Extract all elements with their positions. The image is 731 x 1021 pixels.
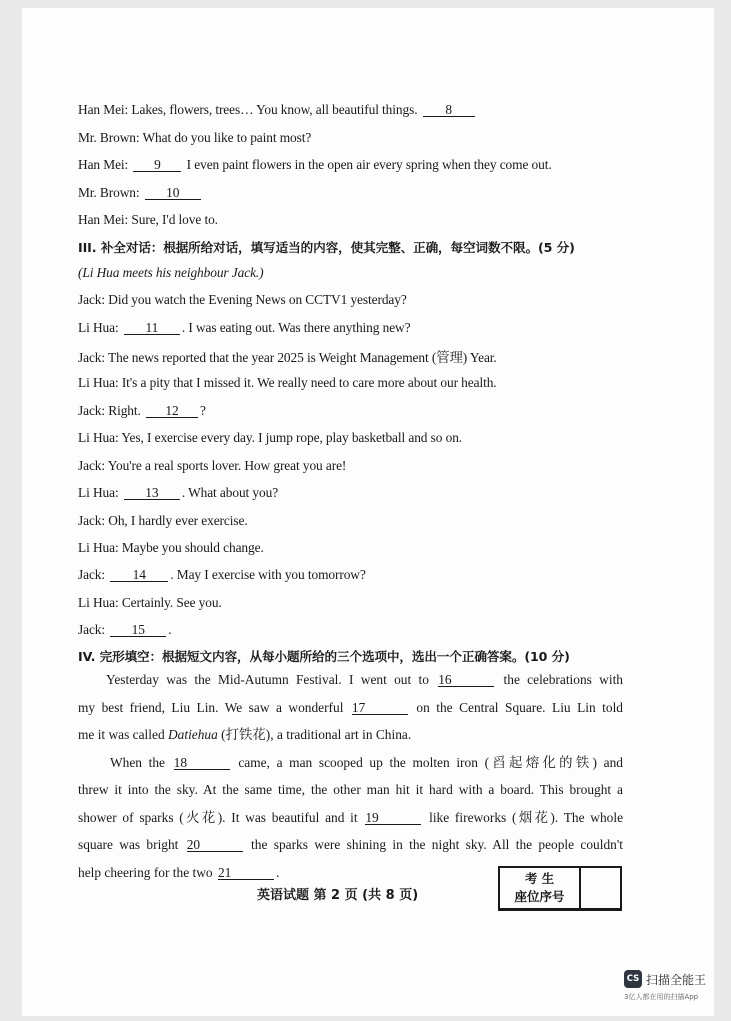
dialogue-line: Li Hua: Yes, I exercise every day. I jump rope, play basketball and so on. (78, 430, 463, 445)
seat-number-field[interactable] (581, 868, 620, 908)
watermark-tagline: 3亿人都在用的扫描App (624, 993, 699, 1001)
answer-blank[interactable]: 15 (110, 623, 166, 637)
answer-blank[interactable]: 10 (145, 186, 201, 200)
passage-line: When the 18 came, a man scooped up the molten iron (舀起熔化的铁) and (110, 754, 623, 770)
dialogue-line: Li Hua: Certainly. See you. (78, 595, 222, 610)
dialogue-line: Li Hua: 13 . What about you? (78, 485, 279, 500)
section-heading: IV. 完形填空：根据短文内容，从每小题所给的三个选项中，选出一个正确答案。(10 分) (78, 649, 570, 664)
passage-line: my best friend, Liu Lin. We saw a wonderful 17 on the Central Square. Liu Lin told (78, 699, 623, 715)
dialogue-context: (Li Hua meets his neighbour Jack.) (78, 265, 264, 280)
dialogue-line: Jack: The news reported that the year 2025 is Weight Management (管理) Year. (78, 350, 497, 365)
passage-line: help cheering for the two 21 . (78, 864, 280, 880)
answer-blank[interactable]: 16 (438, 673, 494, 687)
answer-blank[interactable]: 17 (352, 701, 408, 715)
passage-line: square was bright 20 the sparks were shining in the night sky. All the people couldn't (78, 837, 623, 852)
answer-blank[interactable]: 9 (133, 158, 181, 172)
dialogue-line: Han Mei: Sure, I'd love to. (78, 212, 218, 227)
dialogue-line: Mr. Brown: 10 (78, 185, 203, 201)
answer-blank[interactable]: 18 (174, 756, 230, 770)
dialogue-line: Jack: You're a real sports lover. How great you are! (78, 458, 347, 473)
watermark-name: 扫描全能王 (646, 972, 707, 987)
answer-blank[interactable]: 19 (365, 811, 421, 825)
dialogue-line: Jack: Did you watch the Evening News on CCTV1 yesterday? (78, 292, 407, 307)
answer-blank[interactable]: 21 (218, 866, 274, 880)
dialogue-line: Jack: Oh, I hardly ever exercise. (78, 513, 248, 528)
answer-blank[interactable]: 8 (423, 103, 475, 117)
page-number: 英语试题 第 2 页 (共 8 页) (257, 888, 419, 903)
seat-label: 考 生 座位序号 (500, 868, 581, 908)
camscanner-logo-icon: CS (624, 970, 642, 988)
passage-line: shower of sparks (火花). It was beautiful and it 19 like fireworks (烟花). The whole (78, 809, 624, 825)
dialogue-line: Jack: 15 . (78, 622, 172, 637)
dialogue-line: Li Hua: Maybe you should change. (78, 540, 264, 555)
passage-line: threw it into the sky. At the same time, the other man hit it hard with a board. This brought a (78, 782, 623, 797)
seat-number-box (498, 866, 622, 911)
dialogue-line: Han Mei: Lakes, flowers, trees… You know, all beautiful things. 8 (78, 102, 477, 118)
passage-line: me it was called Datiehua (打铁花), a traditional art in China. (78, 727, 412, 742)
dialogue-line: Jack: Right. 12 ? (78, 403, 206, 418)
cloze-passage (78, 666, 623, 886)
dialogue-line: Jack: 14 . May I exercise with you tomorrow? (78, 567, 366, 582)
section-heading: III. 补全对话：根据所给对话，填写适当的内容，使其完整、正确，每空词数不限。(5 分) (78, 240, 575, 255)
dialogue-line: Li Hua: 11 . I was eating out. Was there anything new? (78, 320, 411, 335)
answer-blank[interactable]: 13 (124, 486, 180, 500)
answer-blank[interactable]: 12 (146, 404, 198, 418)
scanner-watermark (624, 970, 706, 988)
dialogue-line: Li Hua: It's a pity that I missed it. We really need to care more about our health. (78, 375, 497, 390)
dialogue-line: Han Mei: 9 I even paint flowers in the open air every spring when they come out. (78, 157, 552, 172)
answer-blank[interactable]: 14 (110, 568, 168, 582)
passage-line: Yesterday was the Mid-Autumn Festival. I went out to 16 the celebrations with (106, 672, 623, 687)
answer-blank[interactable]: 20 (187, 838, 243, 852)
answer-blank[interactable]: 11 (124, 321, 180, 335)
dialogue-line: Mr. Brown: What do you like to paint most? (78, 130, 312, 145)
